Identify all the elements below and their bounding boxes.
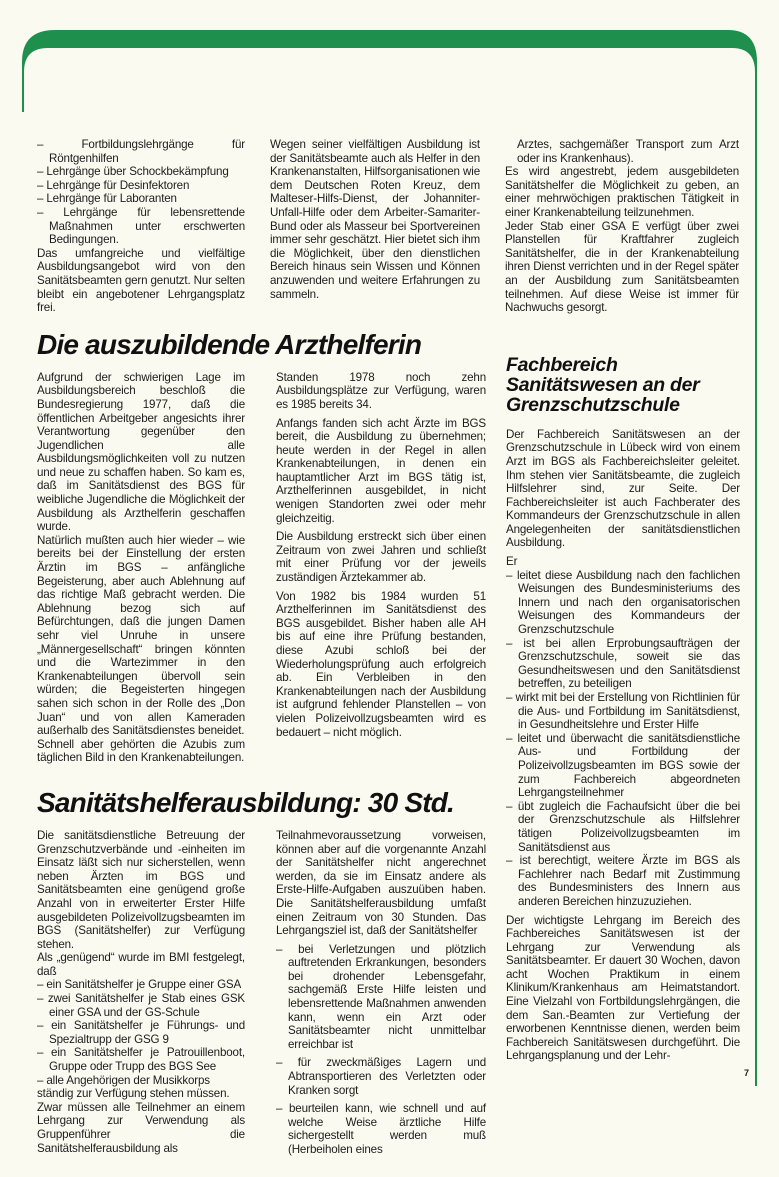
list-item: – ein Sanitätshelfer je Gruppe einer GSA — [37, 978, 245, 992]
list-item: – ist bei allen Erprobungsaufträgen der Grenzschutzschule, soweit sie das Gesundheitswesen und den Sanitätsdienst betreffen, zu beteiligen — [506, 637, 740, 691]
page-number: 7 — [744, 1068, 750, 1078]
list-item: – ein Sanitätshelfer je Patrouillenboot, Gruppe oder Trupp des BGS See — [37, 1046, 245, 1073]
left-area — [37, 329, 486, 1157]
paragraph: Das umfangreiche und vielfältige Ausbildungsangebot wird von den Sanitätsbeamten gern genutzt. Nur selten bleibt ein angebotener Lehrgangsplatz frei. — [37, 246, 245, 315]
paragraph: Aufgrund der schwierigen Lage im Ausbildungsbereich beschloß die Bundesregierung 1977, daß die öffentlichen Arbeitgeber angesichts ihrer Verantwortung gegenüber den Jugendlichen alle Ausbildungsmöglichkeiten voll zu nutzen und neue zu schaffen haben. So kam es, daß im Sanitätsdienst des BGS für weibliche Jugendliche die Möglichkeit der Ausbildung als Arzthelferin geschaffen wurde. — [37, 370, 245, 534]
list-item: – ein Sanitätshelfer je Führungs- und Spezialtrupp der GSG 9 — [37, 1019, 245, 1046]
lower-section — [37, 329, 740, 1157]
paragraph: Standen 1978 noch zehn Ausbildungsplätze zur Verfügung, waren es 1985 bereits 34. — [276, 370, 486, 411]
list-item: – wirkt mit bei der Erstellung von Richtlinien für die Aus- und Fortbildung im Sanitätsdienst, in Gesundheitslehre und Erster Hilfe — [506, 691, 740, 732]
section-heading-fachbereich — [506, 355, 740, 415]
paragraph: Als „genügend“ wurde im BMI festgelegt, daß — [37, 951, 245, 978]
heading-line: Sanitätswesen an der — [506, 373, 700, 396]
arzthelferin-col1 — [37, 371, 245, 765]
paragraph: ständig zur Verfügung stehen müssen. — [37, 1087, 230, 1101]
arzthelferin-columns — [37, 371, 486, 765]
sanitaetshelfer-columns — [37, 829, 486, 1157]
list-item: – ist berechtigt, weitere Ärzte im BGS als Fachlehrer nach Bedarf mit Zustimmung des Bundesministers des Innern aus anderen Bereichen hinzuzuziehen. — [506, 854, 740, 908]
paragraph-continuation: Arztes, sachgemäßer Transport zum Arzt oder ins Krankenhaus). — [517, 138, 739, 165]
top-section — [37, 138, 740, 315]
page-content — [37, 0, 740, 1177]
list-item: – Fortbildungslehrgänge für Röntgenhilfen — [37, 138, 245, 165]
top-col2 — [270, 138, 480, 315]
arzthelferin-col2 — [276, 371, 486, 765]
sanitaetshelfer-col2 — [276, 829, 486, 1157]
top-col1 — [37, 138, 245, 315]
heading-line: Grenzschutzschule — [506, 393, 680, 416]
list-item: – alle Angehörigen der Musikkorps — [37, 1073, 210, 1087]
section-heading-sanitaetshelfer: Sanitätshelferausbildung: 30 Std. — [37, 786, 455, 818]
list-item: – leitet diese Ausbildung nach den fachlichen Weisungen des Bundesministeriums des Innern und nach den organisatorischen Weisungen des Kommandeurs der Grenzschutzschule — [506, 569, 740, 637]
list-item: – Lehrgänge für Laboranten — [37, 192, 245, 206]
paragraph: Von 1982 bis 1984 wurden 51 Arzthelferinnen im Sanitätsdienst des BGS ausgebildet. Bisher haben alle AH bis auf eine ihre Prüfung bestanden, diese Azubi schloß bei der Wiederholungsprüfung auch erfolgreich ab. Ein Verbleiben in den Krankenabteilungen nach der Ausbildung ist aufgrund fehlender Planstellen – von vielen Polizeivollzugsbeamten wird es bedauert – nicht möglich. — [276, 589, 486, 739]
section-heading-arzthelferin: Die auszubildende Arzthelferin — [37, 328, 422, 360]
paragraph: Wegen seiner vielfältigen Ausbildung ist der Sanitätsbeamte auch als Helfer in den Krankenanstalten, Hilfsorganisationen wie dem Deutschen Roten Kreuz, dem Malteser-Hilfs-Dienst, der Johanniter-Unfall-Hilfe oder dem Arbeiter-Samariter-Bund oder als Masseur bei Sportvereinen immer sehr geschätzt. Hier bietet sich ihm die Möglichkeit, über den dienstlichen Bereich hinaus sein Wissen und Können anzuwenden und weitere Erfahrungen zu sammeln. — [270, 138, 480, 301]
list-item: – bei Verletzungen und plötzlich auftretenden Erkrankungen, besonders bei drohender Lebensgefahr, sachgemäß Erste Hilfe leisten und lebensrettende Maßnahmen anwenden kann, wenn ein Arzt oder Sanitätsbeamter nicht unmittelbar erreichbar ist — [276, 943, 486, 1052]
sanitaetshelfer-col1 — [37, 829, 245, 1157]
paragraph: Jeder Stab einer GSA E verfügt über zwei Planstellen für Kraftfahrer zugleich Sanitätshelfer, die in der Krankenabteilung ihren Dienst verrichten und in der Regel später an der Ausbildung zum Sanitätsbeamten teilnehmen. Auf diese Weise ist immer für Nachwuchs gesorgt. — [505, 219, 739, 315]
paragraph: Schnell aber gehörten die Azubis zum täglichen Bild in den Krankenabteilungen. — [37, 737, 245, 765]
list-item: – beurteilen kann, wie schnell und auf welche Weise ärztliche Hilfe sichergestellt werden muß (Herbeiholen eines — [276, 1102, 486, 1156]
list-item: – für zweckmäßiges Lagern und Abtransportieren des Verletzten oder Kranken sorgt — [276, 1056, 486, 1097]
paragraph: Die Ausbildung erstreckt sich über einen Zeitraum von zwei Jahren und schließt mit einer Prüfung vor der jeweils zuständigen Ärztekammer ab. — [276, 530, 486, 585]
paragraph: Es wird angestrebt, jedem ausgebildeten Sanitätshelfer die Möglichkeit zu geben, an einer mehrwöchigen praktischen Tätigkeit in einer Krankenabteilung teilzunehmen. — [505, 165, 739, 219]
list-item: – zwei Sanitätshelfer je Stab eines GSK einer GSA und der GS-Schule — [37, 992, 245, 1019]
paragraph: Teilnahmevoraussetzung vorweisen, können aber auf die vorgenannte Anzahl der Sanitätshelfer nicht angerechnet werden, da sie im Einsatz andere als Erste-Hilfe-Aufgaben auszuüben haben. Die Sanitätshelferausbildung umfaßt einen Zeitraum von 30 Stunden. Das Lehrgangsziel ist, daß der Sanitätshelfer — [276, 828, 486, 938]
paragraph: Zwar müssen alle Teilnehmer an einem Lehrgang zur Verwendung als Gruppenführer die Sanitätshelferausbildung als — [37, 1100, 245, 1155]
list-item: – Lehrgänge für Desinfektoren — [37, 179, 245, 193]
paragraph: Er — [506, 555, 518, 569]
fachbereich-column — [506, 355, 740, 1063]
list-item: – Lehrgänge für lebensrettende Maßnahmen unter erschwerten Bedingungen. — [37, 206, 245, 247]
paragraph: Anfangs fanden sich acht Ärzte im BGS bereit, die Ausbildung zu übernehmen; heute werden in der Regel in allen Krankenabteilungen, in denen ein hauptamtlicher Arzt im BGS tätig ist, Arzthelferinnen ausgebildet, in nicht wenigen Standorten zwei oder mehr gleichzeitig. — [276, 416, 486, 525]
heading-line: Fachbereich — [506, 353, 618, 376]
top-col3 — [505, 138, 739, 315]
list-item: – leitet und überwacht die sanitätsdienstliche Aus- und Fortbildung der Polizeivollzugsbeamten im BGS sowie der zum Fachbereich abgeordneten Lehrgangsteilnehmer — [506, 732, 740, 800]
list-item: – Lehrgänge über Schockbekämpfung — [37, 165, 245, 179]
paragraph: Die sanitätsdienstliche Betreuung der Grenzschutzverbände und -einheiten im Einsatz läßt sich nur sicherstellen, wenn neben Ärzten im BGS und Sanitätsbeamten eine genügend große Anzahl von in erweiterter Erster Hilfe ausgebildeten Polizeivollzugsbeamten im BGS (Sanitätshelfer) zur Verfügung stehen. — [37, 828, 245, 951]
paragraph: Natürlich mußten auch hier wieder – wie bereits bei der Einstellung der ersten Ärztin im BGS – anfängliche Begeisterung, aber auch Ablehnung auf das richtige Maß gebracht werden. Die Ablehnung bezog sich auf Befürchtungen, daß die jungen Damen sehr viel Unruhe in unsere „Männergesellschaft“ bringen könnten und die Wartezimmer in den Krankenabteilungen übervoll sein würden; die Begeisterten hingegen sahen sich schon in der Rolle des „Don Juan“ und von allen Kameraden außerhalb des Sanitätsdienstes beneidet. — [37, 533, 245, 738]
paragraph: Der wichtigste Lehrgang im Bereich des Fachbereiches Sanitätswesen ist der Lehrgang zur Verwendung als Sanitätsbeamter. Er dauert 30 Wochen, davon acht Wochen Praktikum in einem Klinikum/Krankenhaus am Heimatstandort. Eine Vielzahl von Fortbildungslehrgängen, die dem San.-Beamten zur Vertiefung der erworbenen Kenntnisse dienen, werden beim Fachbereich Sanitätswesen durchgeführt. Die Lehrgangsplanung und der Lehr- — [506, 913, 740, 1063]
paragraph: Der Fachbereich Sanitätswesen an der Grenzschutzschule in Lübeck wird von einem Arzt im BGS als Fachbereichsleiter geleitet. Ihm stehen vier Sanitätsbeamte, die zugleich Hilfslehrer sind, zur Seite. Der Fachbereichsleiter ist auch Fachberater des Kommandeurs der Grenzschutzschule in allen Angelegenheiten der sanitätsdienstlichen Ausbildung. — [506, 427, 740, 550]
list-item: – übt zugleich die Fachaufsicht über die bei der Grenzschutzschule als Hilfslehrer tätigen Polizeivollzugsbeamten im Sanitätsdienst aus — [506, 800, 740, 854]
